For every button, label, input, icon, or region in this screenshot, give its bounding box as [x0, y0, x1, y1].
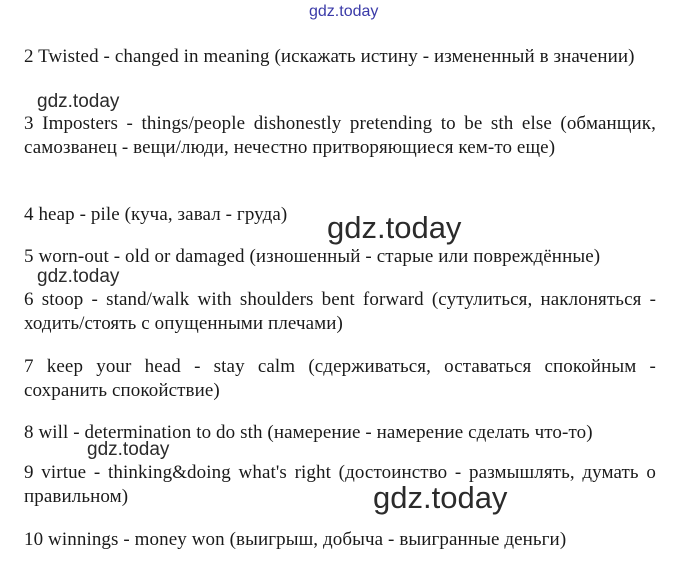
- watermark-1: gdz.today: [37, 91, 120, 112]
- entry-virtue: 9 virtue - thinking&doing what's right (достоинство - размышлять, думать о правильном): [24, 462, 656, 507]
- entry-will: 8 will - determination to do sth (намерение - намерение сделать что-то): [24, 422, 593, 443]
- watermark-5: gdz.today: [373, 480, 508, 515]
- entry-twisted: 2 Twisted - changed in meaning (искажать истину - измененный в значении): [24, 46, 635, 67]
- entry-worn-out: 5 worn-out - old or damaged (изношенный - старые или повреждённые): [24, 246, 601, 267]
- watermark-4: gdz.today: [87, 439, 170, 460]
- entry-keep-your-head: 7 keep your head - stay calm (сдерживаться, оставаться спокойным - сохранить спокойствие): [24, 356, 656, 401]
- watermark-3: gdz.today: [37, 266, 120, 287]
- entry-winnings: 10 winnings - money won (выигрыш, добыча - выигранные деньги): [24, 529, 567, 550]
- header-watermark: gdz.today: [309, 3, 379, 20]
- entry-imposters: 3 Imposters - things/people dishonestly pretending to be sth else (обманщик, самозванец - вещи/люди, нечестно притворяющиеся кем-то еще): [24, 113, 656, 158]
- entry-heap: 4 heap - pile (куча, завал - груда): [24, 204, 288, 225]
- entry-stoop: 6 stoop - stand/walk with shoulders bent forward (сутулиться, наклоняться - ходить/стоять с опущенными плечами): [24, 289, 656, 334]
- watermark-2: gdz.today: [327, 210, 462, 245]
